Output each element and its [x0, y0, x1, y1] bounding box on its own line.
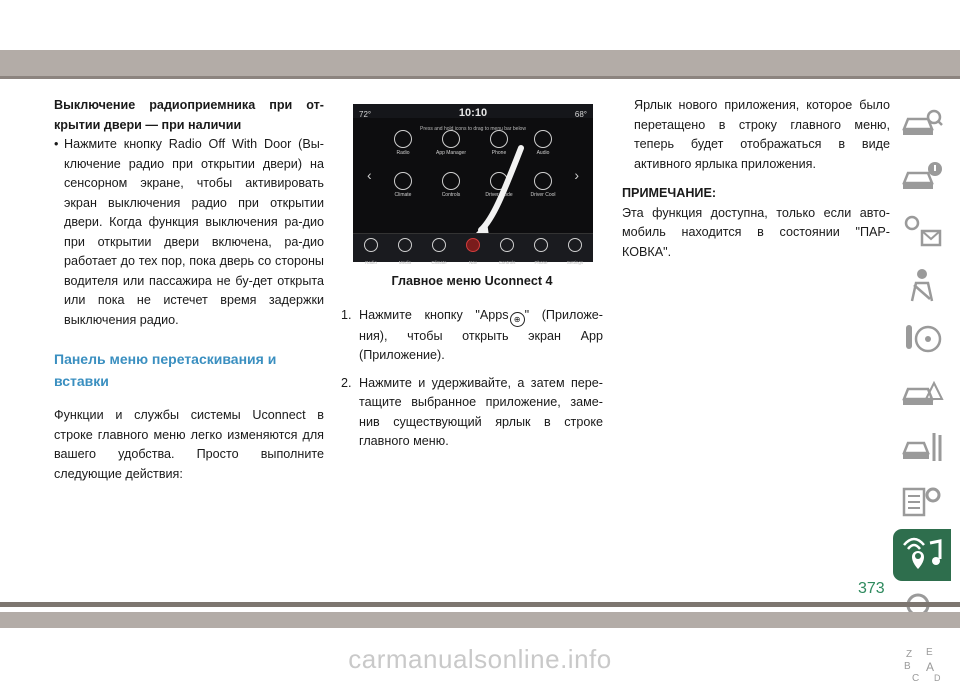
app-manager: App Manager: [433, 130, 469, 156]
step-text: Нажмите и удерживайте, а затем пере-тащите выбранное приложение, заме-нив существующий ярлык в строке главного меню.: [359, 375, 603, 448]
column-right: [622, 96, 890, 262]
tab-car-hazard[interactable]: [893, 367, 951, 419]
chevron-right-icon: ›: [574, 167, 579, 183]
top-band-line: [0, 76, 960, 79]
car-tools-icon: [900, 427, 944, 467]
tab-car-search[interactable]: [893, 97, 951, 149]
app-driver-mode: Driver Mode: [481, 172, 517, 198]
bar-item-nav: Nav: [461, 238, 485, 273]
bar-item-phone: Phone: [529, 238, 553, 273]
figure-caption: Главное меню Uconnect 4: [391, 274, 553, 288]
music-note-icon: [398, 238, 412, 252]
radio-icon: [364, 238, 378, 252]
bar-item-settings: Settings: [563, 238, 587, 273]
car-info-icon: [900, 157, 944, 197]
note-title: ПРИМЕЧАНИЕ:: [622, 186, 717, 200]
step-number: 2.: [341, 375, 352, 390]
svg-text:C: C: [912, 673, 920, 684]
svg-text:D: D: [934, 673, 941, 683]
app-phone: Phone: [481, 130, 517, 156]
step-item: [341, 306, 603, 366]
column-left: [54, 96, 324, 484]
tab-steering-key[interactable]: [893, 313, 951, 365]
svg-text:Z: Z: [906, 649, 913, 660]
tab-warning-lights[interactable]: [893, 205, 951, 257]
phone-icon: [534, 238, 548, 252]
continuation-paragraph: Ярлык нового приложения, которое было перетащено в строку главного меню, теперь будет отображаться в виде активного ярлыка приложения.: [634, 98, 890, 171]
steps-list: [341, 306, 603, 452]
section-title-drag-drop: Панель меню перетаскивания и вставки: [54, 351, 277, 389]
screen-temp-left: 72°: [359, 110, 372, 119]
screen-hint: Press and hold icons to drag to menu bar below: [420, 126, 526, 132]
watermark: carmanualsonline.info: [348, 644, 612, 674]
app-climate: Climate: [385, 172, 421, 198]
car-hazard-icon: [900, 373, 944, 413]
gear-icon: [568, 238, 582, 252]
note-text: Эта функция доступна, только если авто-мобиль находится в состоянии "ПАР-КОВКА".: [622, 205, 890, 259]
app-driver-cool: Driver Cool: [525, 172, 561, 198]
screen-clock: 10:10: [458, 107, 488, 119]
step-item: [341, 374, 603, 452]
nav-icon: [466, 238, 480, 252]
seatbelt-airbag-icon: [900, 265, 944, 305]
screen-temp-right: 68°: [574, 110, 587, 119]
svg-text:A: A: [926, 660, 935, 674]
uconnect-screen-image: [353, 104, 593, 265]
svg-text:E: E: [926, 647, 933, 658]
tab-specs[interactable]: [893, 475, 951, 527]
tab-car-info[interactable]: [893, 151, 951, 203]
bullet-dot: •: [54, 137, 59, 151]
app-audio: Audio: [525, 130, 561, 156]
page-number: 373: [858, 580, 885, 597]
svg-text:B: B: [904, 661, 911, 672]
tab-multimedia[interactable]: [893, 529, 951, 581]
controls-icon: [500, 238, 514, 252]
step-number: 1.: [341, 307, 352, 322]
bottom-band-line: [0, 602, 960, 607]
bullet-text: Нажмите кнопку Radio Off With Door (Вы-ключение радио при открытии двери) на сенсорном экране, чтобы активировать экран выключения радио при открытии двери. Когда функция выключения ра-дио при открытии двери включена, ра-дио работает до тех пор, пока дверь со стороны водителя или пассажира не бу-дет открыта или пока не истечет время задержки выключения радио.: [64, 137, 324, 327]
step-text: Нажмите кнопку "Apps ⊕ " (Приложе-ния), чтобы открыть экран App (Приложение).: [359, 307, 603, 362]
apps-icon: ⊕: [510, 312, 525, 327]
section-title-radio-off: Выключение радиоприемника при от-крытии двери — при наличии: [54, 98, 324, 132]
app-controls: Controls: [433, 172, 469, 198]
steering-key-icon: [900, 319, 944, 359]
tab-car-tools[interactable]: [893, 421, 951, 473]
multimedia-icon: [900, 535, 944, 575]
column-middle: [341, 104, 603, 460]
car-search-icon: [900, 103, 944, 143]
bar-item-media: Media: [393, 238, 417, 273]
bar-item-radio: Radio: [359, 238, 383, 273]
intro-paragraph: Функции и службы системы Uconnect в строке главного меню легко изменяются для вашего удобства. Просто выполните следующие действия:: [54, 408, 324, 481]
bar-item-climate: Climate: [427, 238, 451, 273]
bottom-band: [0, 612, 960, 628]
tab-seatbelt-airbag[interactable]: [893, 259, 951, 311]
climate-icon: [432, 238, 446, 252]
app-radio: Radio: [385, 130, 421, 156]
bar-item-controls: Controls: [495, 238, 519, 273]
top-band: [0, 50, 960, 76]
warning-lights-icon: [900, 211, 944, 251]
screen-menu-bar: [353, 233, 593, 265]
specs-gears-icon: [900, 481, 944, 521]
chevron-left-icon: ‹: [367, 167, 372, 183]
bullet-item: [54, 135, 324, 330]
